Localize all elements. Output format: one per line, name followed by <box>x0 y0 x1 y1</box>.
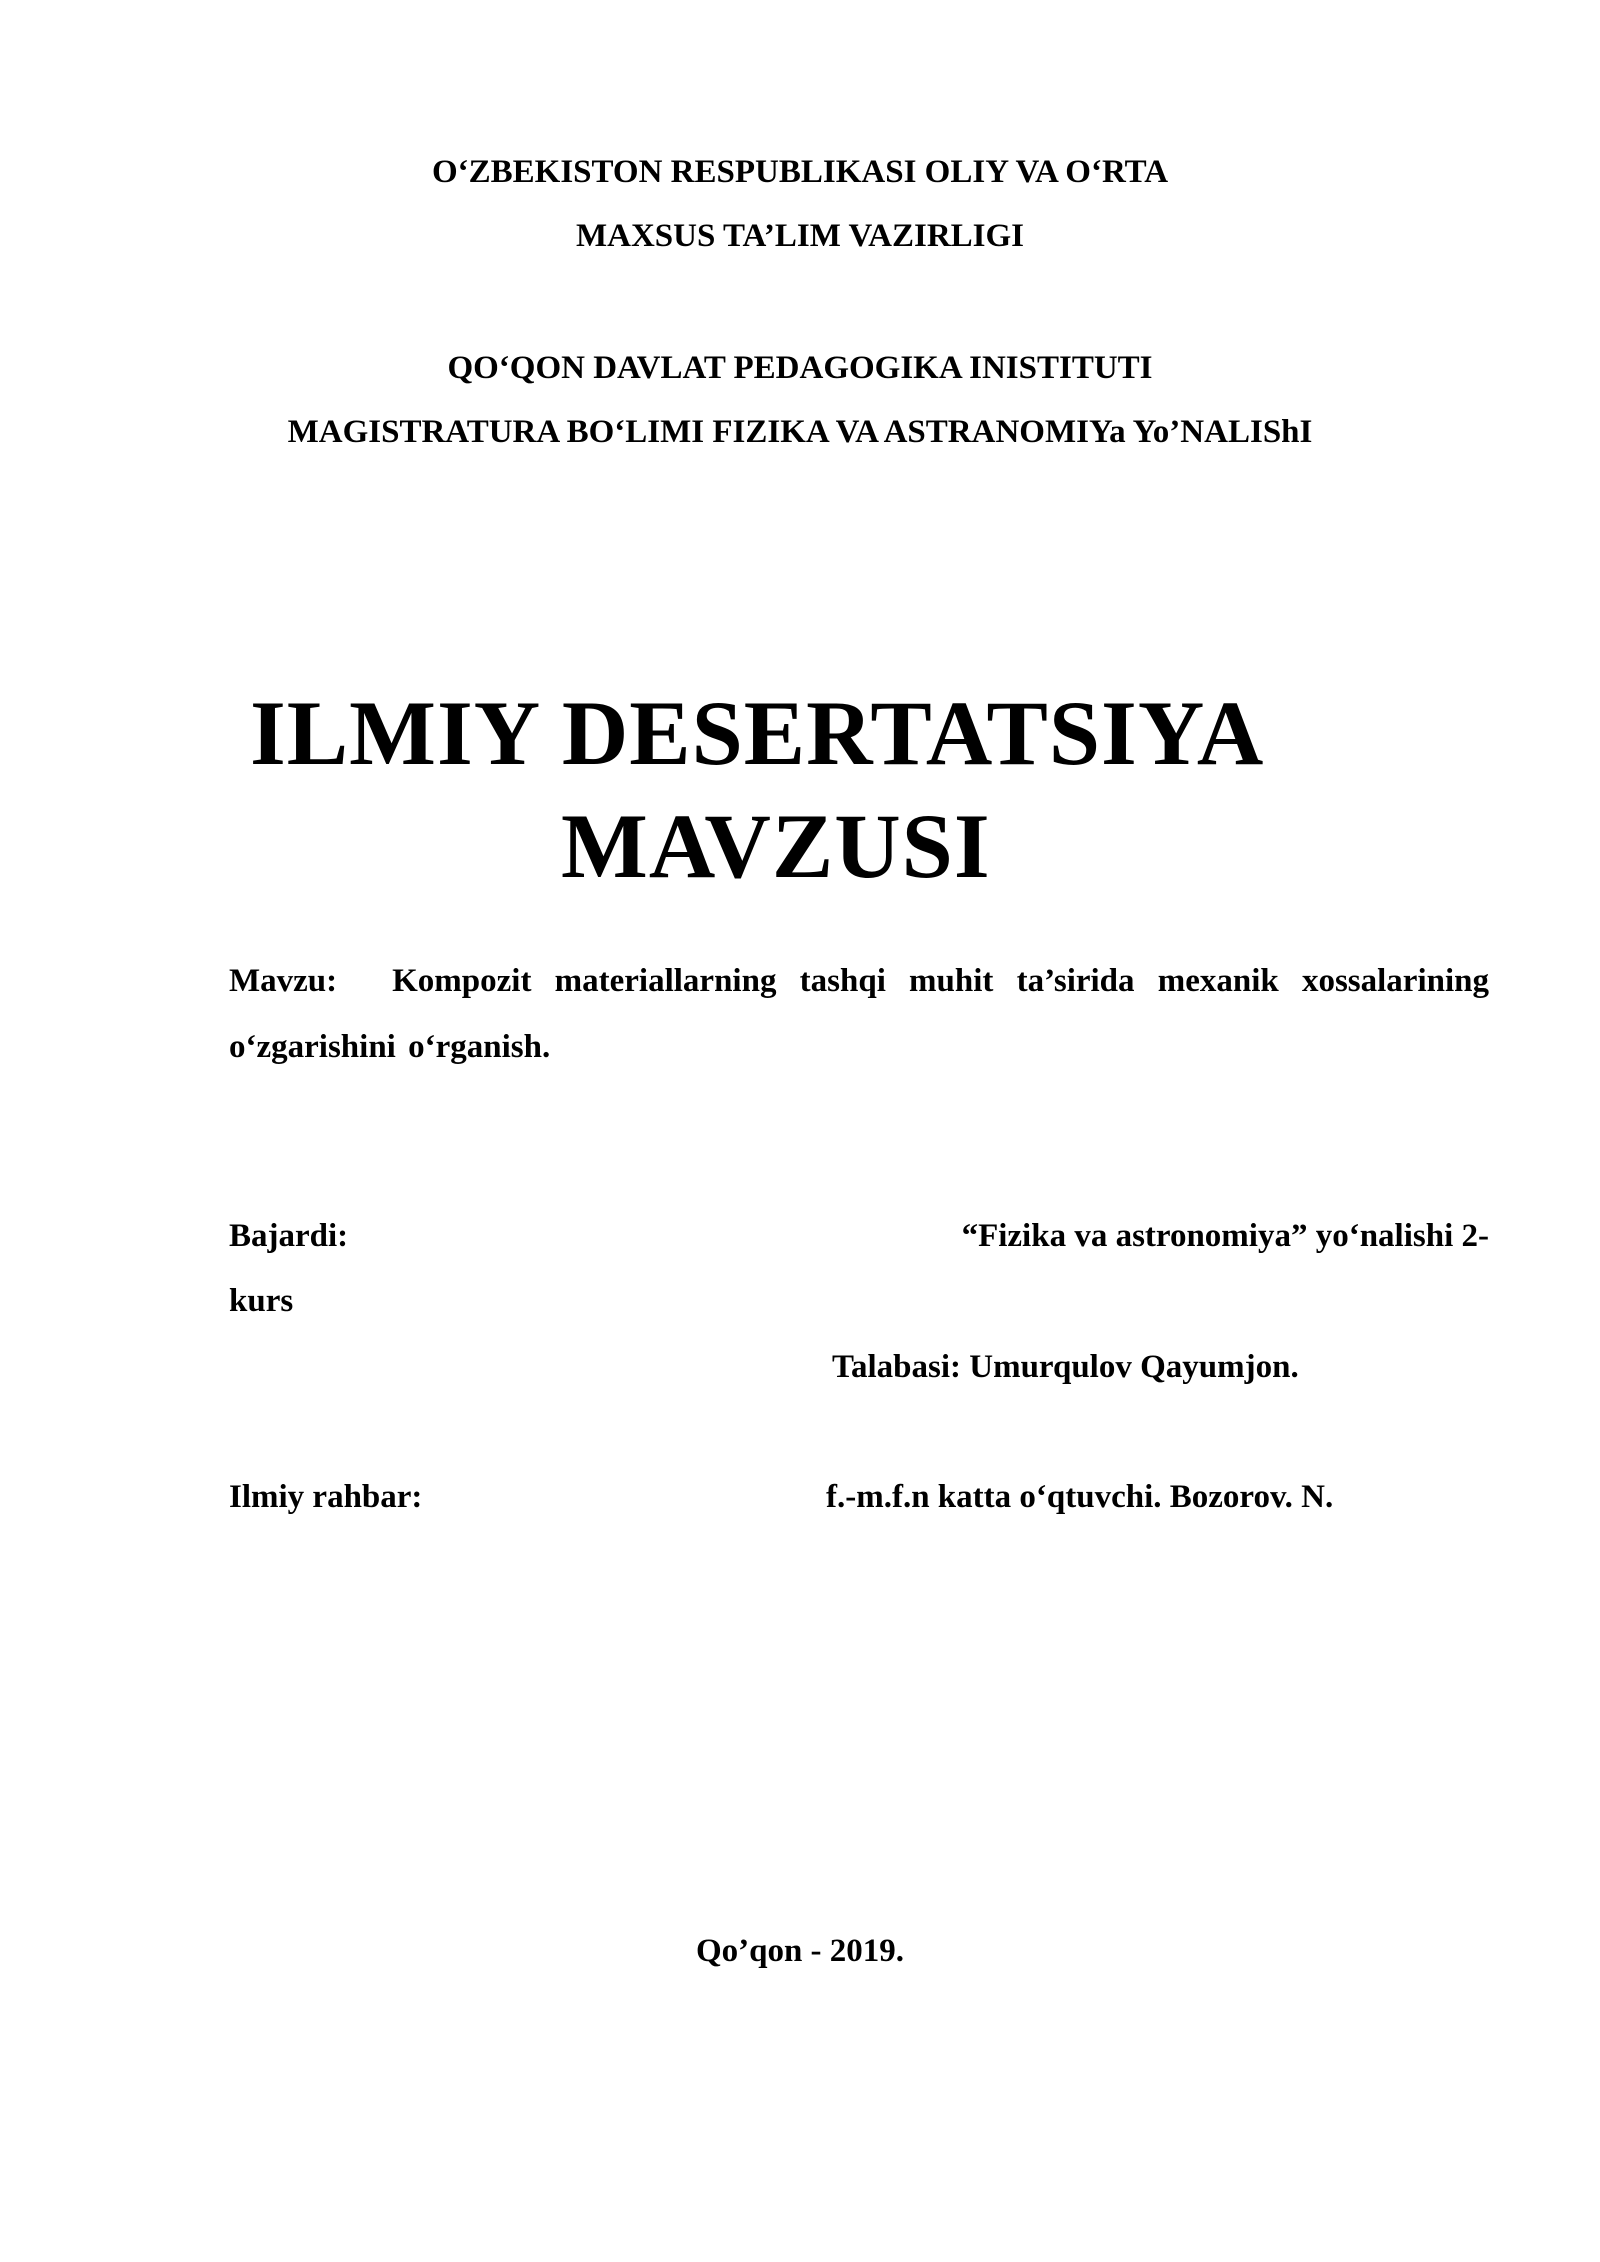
ministry-line-2: MAXSUS TA’LIM VAZIRLIGI <box>575 218 1025 254</box>
performer-course: kurs <box>229 1283 294 1319</box>
title-line-2: MAVZUSI <box>561 795 991 897</box>
topic-text: Kompozit materiallarning tashqi muhit ta’sirida mexanik xossalarining o‘zgarishini o‘rganish. <box>229 963 1489 1065</box>
institute-line-1: QO‘QON DAVLAT PEDAGOGIKA INISTITUTI <box>447 350 1153 386</box>
ministry-line-1: O‘ZBEKISTON RESPUBLIKASI OLIY VA O‘RTA <box>431 154 1169 190</box>
performer-program: “Fizika va astronomiya” yo‘nalishi 2- <box>961 1218 1489 1254</box>
supervisor-name: f.-m.f.n katta o‘qtuvchi. Bozorov. N. <box>826 1479 1334 1515</box>
topic-label: Mavzu: <box>229 963 338 999</box>
place-year: Qo’qon - 2019. <box>695 1933 905 1969</box>
institute-line-2: MAGISTRATURA BO‘LIMI FIZIKA VA ASTRANOMIYa Yo’NALIShI <box>287 414 1313 450</box>
topic-paragraph <box>229 948 1489 1080</box>
supervisor-label: Ilmiy rahbar: <box>229 1479 423 1515</box>
title-line-1: ILMIY DESERTATSIYA <box>250 682 1265 784</box>
performer-label: Bajardi: <box>229 1218 349 1254</box>
student-name: Talabasi: Umurqulov Qayumjon. <box>832 1349 1299 1385</box>
